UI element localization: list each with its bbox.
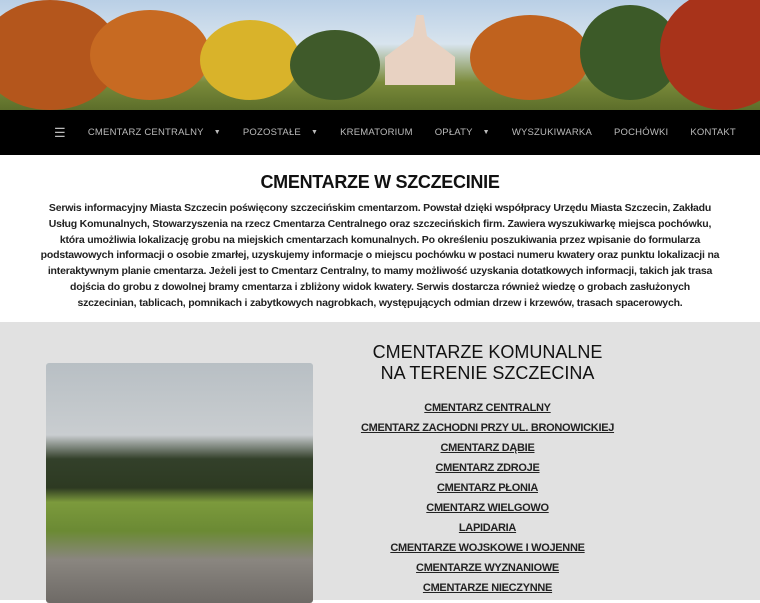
nav-cmentarz-centralny[interactable]: CMENTARZ CENTRALNY ▼ (87, 127, 221, 138)
section-title: CMENTARZE KOMUNALNE NA TERENIE SZCZECINA (372, 342, 603, 383)
nav-kontakt[interactable]: KONTAKT (690, 127, 736, 138)
link-lapidaria[interactable]: LAPIDARIA (458, 522, 517, 534)
chapel-image (385, 15, 455, 85)
link-cmentarze-wyznaniowe[interactable]: CMENTARZE WYZNANIOWE (416, 562, 559, 574)
link-cmentarz-zdroje[interactable]: CMENTARZ ZDROJE (435, 462, 540, 474)
intro-section (0, 155, 760, 322)
main-nav (0, 110, 760, 155)
caret-down-icon: ▼ (213, 129, 221, 136)
nav-pozostale[interactable]: POZOSTAŁE ▼ (242, 127, 319, 138)
header-banner-image (0, 0, 760, 110)
caret-down-icon: ▼ (310, 129, 319, 136)
nav-pochowki[interactable]: POCHÓWKI (613, 127, 669, 138)
nav-wyszukiwarka[interactable]: WYSZUKIWARKA (511, 127, 592, 138)
page-title: CMENTARZE W SZCZECINIE (260, 172, 500, 192)
link-cmentarz-dabie[interactable]: CMENTARZ DĄBIE (440, 442, 535, 454)
hamburger-icon[interactable]: ☰ (54, 124, 66, 140)
cemetery-photo (46, 363, 313, 603)
link-cmentarze-wojskowe[interactable]: CMENTARZE WOJSKOWE I WOJENNE (390, 542, 585, 554)
intro-text: Serwis informacyjny Miasta Szczecin poświęcony szczecińskim cmentarzom. Powstał dzięki współpracy Urzędu Miasta Szczecin, Zakładu Usług Komunalnych, Stowarzyszenia na rzecz Cmentarza Centralnego oraz szczecińskich firm. Zawiera wyszukiwarkę miejsca pochówku, która umożliwia lokalizację grobu na miejskich cmentarzach komunalnych. Po określeniu poszukiwania przez wpisanie do formularza podstawowych informacji o osobie zmarłej, uzyskujemy informacje o miejscu pochówku w postaci numeru kwatery oraz punktu lokalizacji na interaktywnym planie cmentarza. Jeżeli jest to Cmentarz Centralny, to mamy możliwość uzyskania dotatkowych informacji, takich jak trasa dojścia do grobu z dowolnej bramy cmentarza i zbliżony widok kwatery. Serwis dostarcza również wiedzę o grobach zasłużonych szczecinian, tablicach, pomnikach i zabytkowych nagrobkach, występujących odmian drzew i krzewów, trasach spacerowych. (40, 202, 720, 309)
komunalne-section (0, 322, 760, 600)
nav-oplaty[interactable]: OPŁATY ▼ (434, 127, 490, 138)
nav-krematorium[interactable]: KREMATORIUM (340, 127, 413, 138)
link-cmentarz-wielgowo[interactable]: CMENTARZ WIELGOWO (426, 502, 549, 514)
caret-down-icon: ▼ (482, 129, 490, 136)
link-cmentarz-plonia[interactable]: CMENTARZ PŁONIA (436, 482, 538, 494)
link-cmentarz-zachodni[interactable]: CMENTARZ ZACHODNI PRZY UL. BRONOWICKIEJ (360, 422, 615, 434)
link-cmentarz-centralny[interactable]: CMENTARZ CENTRALNY (424, 402, 551, 414)
link-cmentarze-nieczynne[interactable]: CMENTARZE NIECZYNNE (422, 582, 553, 594)
